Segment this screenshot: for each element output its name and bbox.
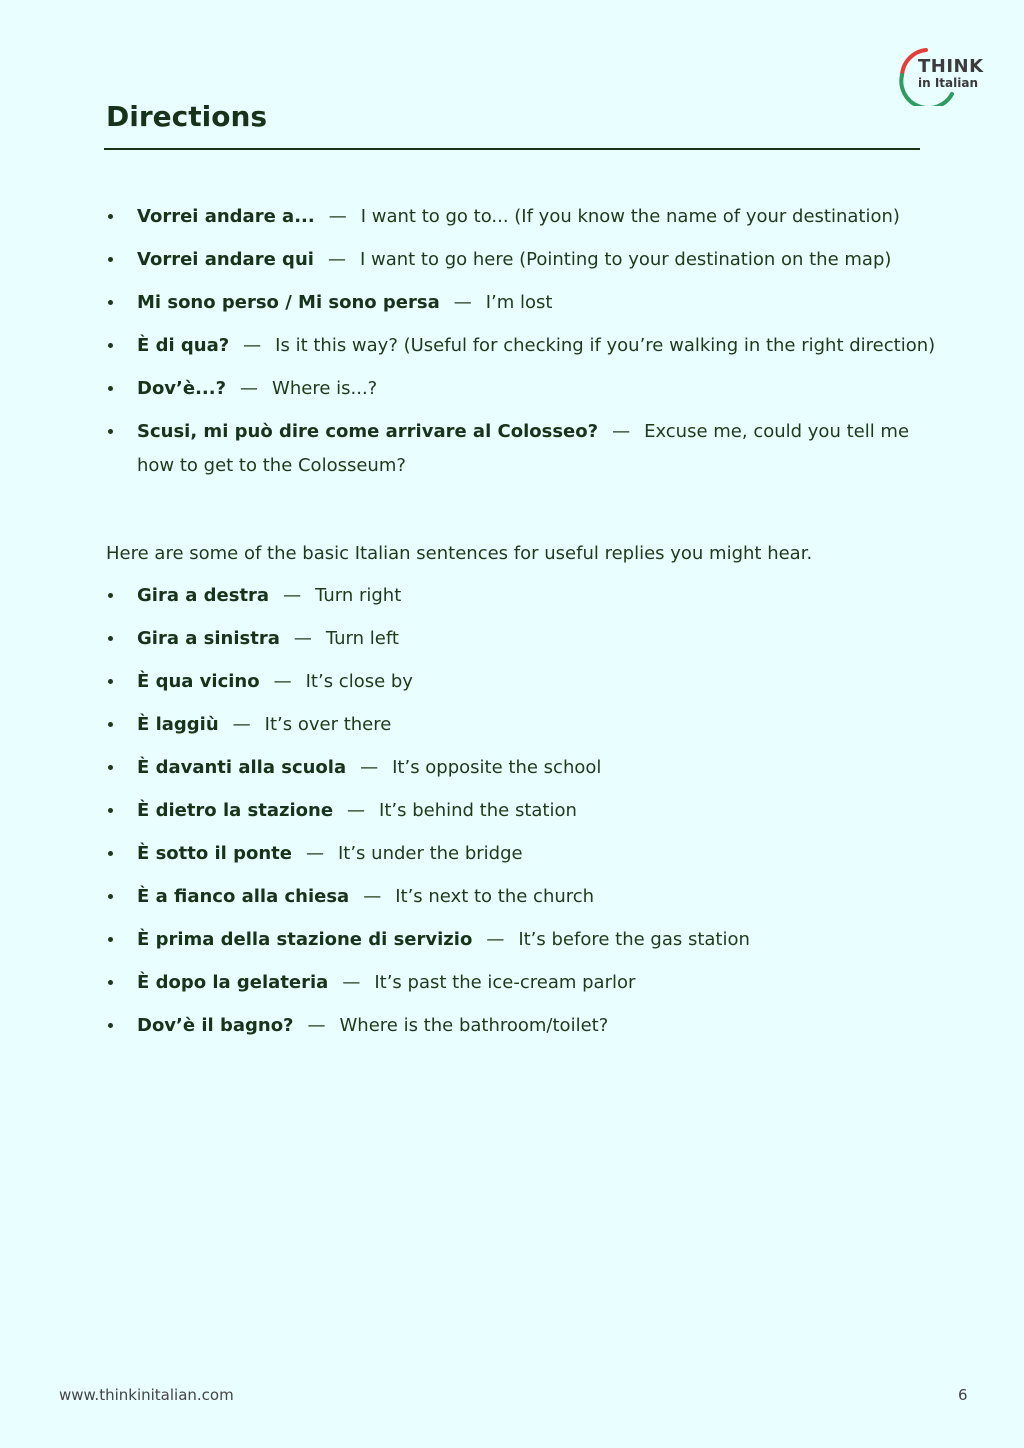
footer-url[interactable]: www.thinkinitalian.com [59,1386,234,1404]
italian-phrase: Dov’è...? [137,378,227,399]
dash: — [273,671,292,692]
list-item [106,751,946,785]
page-number: 6 [958,1386,968,1404]
italian-phrase: Vorrei andare qui [137,249,314,270]
english-translation: It’s under the bridge [337,843,523,864]
list-item [106,372,946,406]
italian-phrase: È dopo la gelateria [137,972,329,993]
italian-phrase: Gira a destra [137,585,270,606]
english-translation: Where is the bathroom/toilet? [339,1015,609,1036]
list-item [106,837,946,871]
list-item [106,329,946,363]
title-divider [104,148,920,150]
list-item [106,243,946,277]
italian-phrase: È dietro la stazione [137,800,334,821]
list-item [106,665,946,699]
italian-phrase: È qua vicino [137,671,260,692]
dash: — [347,800,366,821]
list-item [106,708,946,742]
italian-phrase: Vorrei andare a... [137,206,315,227]
intro-text: Here are some of the basic Italian sentences for useful replies you might hear. [106,543,813,564]
list-item [106,880,946,914]
dash: — [363,886,382,907]
logo-text-think: THINK [918,56,984,77]
english-translation: It’s close by [305,671,413,692]
english-translation: It’s over there [264,714,392,735]
italian-phrase: È sotto il ponte [137,843,292,864]
dash: — [305,843,324,864]
list-item [106,579,946,613]
list-item [106,923,946,957]
list-item [106,200,946,234]
reply-list [106,579,946,1052]
list-item [106,1009,946,1043]
english-translation: Turn right [315,585,402,606]
dash: — [283,585,302,606]
dash: — [328,206,347,227]
dash: — [307,1015,326,1036]
dash: — [243,335,262,356]
dash: — [360,757,379,778]
dash: — [453,292,472,313]
dash: — [342,972,361,993]
italian-phrase: Scusi, mi può dire come arrivare al Colosseo? [137,421,599,442]
page-title: Directions [106,100,268,133]
english-translation: It’s next to the church [395,886,595,907]
english-translation: It’s past the ice-cream parlor [374,972,636,993]
english-translation: I want to go here (Pointing to your destination on the map) [359,249,892,270]
english-translation: Where is...? [272,378,378,399]
dash: — [240,378,259,399]
list-item [106,794,946,828]
english-translation: Turn left [325,628,399,649]
english-translation: It’s behind the station [379,800,577,821]
list-item [106,622,946,656]
italian-phrase: Dov’è il bagno? [137,1015,294,1036]
italian-phrase: È di qua? [137,335,230,356]
dash: — [293,628,312,649]
list-item [106,286,946,320]
dash: — [486,929,505,950]
italian-phrase: Mi sono perso / Mi sono persa [137,292,440,313]
phrase-list [106,200,946,492]
italian-phrase: È prima della stazione di servizio [137,929,473,950]
logo-text-in-italian: in Italian [918,76,978,90]
english-translation: I want to go to... (If you know the name of your destination) [360,206,900,227]
italian-phrase: È laggiù [137,714,219,735]
italian-phrase: È davanti alla scuola [137,757,347,778]
english-translation: It’s before the gas station [518,929,750,950]
english-translation: Excuse me, could you tell me how to get to the Colosseum? [137,421,910,476]
dash: — [232,714,251,735]
list-item [106,966,946,1000]
dash: — [612,421,631,442]
list-item [106,415,946,483]
italian-phrase: È a fianco alla chiesa [137,886,350,907]
english-translation: I’m lost [485,292,553,313]
english-translation: Is it this way? (Useful for checking if you’re walking in the right direction) [275,335,936,356]
dash: — [327,249,346,270]
italian-phrase: Gira a sinistra [137,628,280,649]
english-translation: It’s opposite the school [392,757,602,778]
